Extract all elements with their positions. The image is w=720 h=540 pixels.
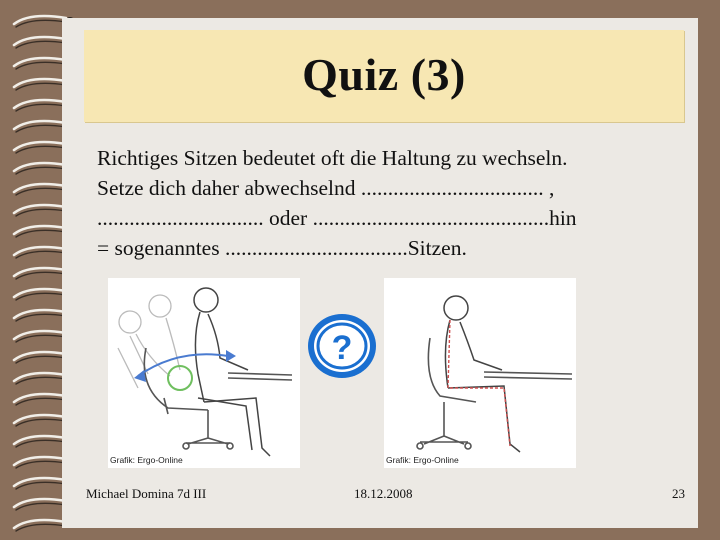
quiz-line-1: Richtiges Sitzen bedeutet oft die Haltung zu wechseln. — [97, 146, 568, 170]
spiral-ring-shadow — [16, 20, 66, 27]
spiral-ring-shadow — [16, 440, 66, 447]
spiral-ring-shadow — [16, 41, 66, 48]
spiral-ring-shadow — [16, 209, 66, 216]
slide-title: Quiz (3) — [302, 49, 466, 100]
left-image-credit: Grafik: Ergo-Online — [110, 455, 183, 465]
spiral-ring-shadow — [16, 272, 66, 279]
upright-sitting-illustration — [384, 278, 576, 468]
quiz-line-2: Setze dich daher abwechselnd .................................. , — [97, 176, 555, 200]
quiz-line-4: = sogenanntes ..................................Sitzen. — [97, 236, 467, 260]
spiral-ring-shadow — [16, 251, 66, 258]
dynamic-sitting-illustration — [108, 278, 300, 468]
quiz-text — [97, 143, 687, 263]
spiral-ring-shadow — [16, 377, 66, 384]
spiral-ring-shadow — [16, 62, 66, 69]
footer-page-number: 23 — [672, 486, 685, 501]
spiral-ring-shadow — [16, 503, 66, 510]
footer-author: Michael Domina 7d III — [86, 486, 207, 501]
spiral-ring-shadow — [16, 419, 66, 426]
right-image-credit: Grafik: Ergo-Online — [386, 455, 459, 465]
spiral-ring-shadow — [16, 146, 66, 153]
quiz-line-3: ............................... oder ............................................hin — [97, 206, 577, 230]
spiral-ring-shadow — [16, 482, 66, 489]
spiral-ring-shadow — [16, 524, 66, 531]
spiral-ring-shadow — [16, 83, 66, 90]
spiral-ring-shadow — [16, 188, 66, 195]
spiral-ring-shadow — [16, 398, 66, 405]
spiral-ring-shadow — [16, 125, 66, 132]
spiral-ring-shadow — [16, 356, 66, 363]
svg-text:?: ? — [331, 329, 353, 367]
spiral-ring-shadow — [16, 167, 66, 174]
spiral-ring-shadow — [16, 461, 66, 468]
question-mark-icon — [306, 312, 378, 380]
spiral-ring-shadow — [16, 335, 66, 342]
dynamic-sitting-figure — [108, 278, 300, 468]
spiral-ring-shadow — [16, 104, 66, 111]
spiral-ring-shadow — [16, 314, 66, 321]
spiral-ring-shadow — [16, 293, 66, 300]
spiral-ring-shadow — [16, 230, 66, 237]
footer-date: 18.12.2008 — [354, 486, 413, 501]
upright-sitting-figure — [384, 278, 576, 468]
